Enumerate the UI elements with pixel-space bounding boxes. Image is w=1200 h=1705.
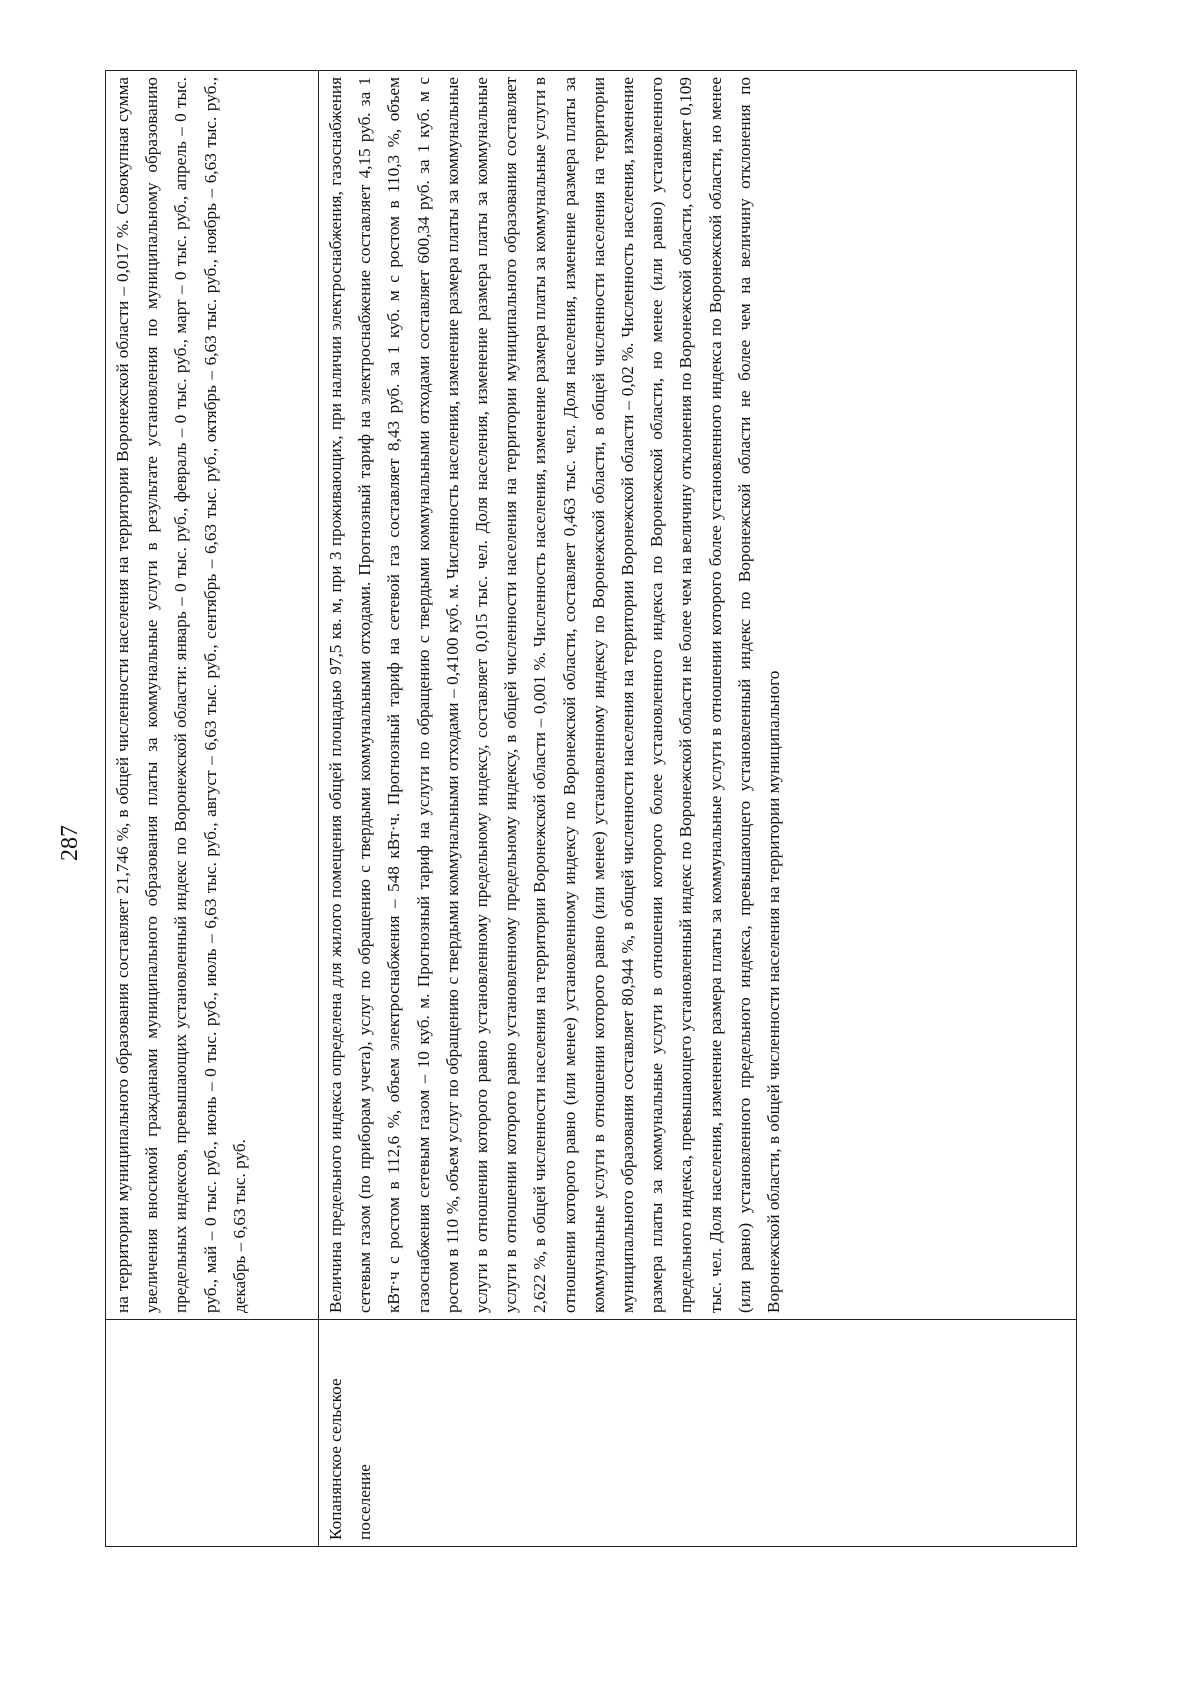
municipality-cell <box>319 1320 1077 1547</box>
municipality-cell <box>106 1320 319 1547</box>
indices-table <box>105 70 1077 1547</box>
municipality-name: Копанянское сельское поселение <box>326 1378 375 1540</box>
table-row <box>319 71 1077 1547</box>
description-text: на территории муниципального образования составляет 21,746 %, в общей численности населения на территории Воронежской области – 0,017 %. Совокупная сумма увеличения вносимой гражданами муниципального образования платы за коммунальные услуги в результате установления по муниципальному образованию предельных индексов, превышающих установленный индекс по Воронежской области: январь – 0 тыс. руб., февраль – 0 тыс. руб., март – 0 тыс. руб., апрель – 0 тыс. руб., май – 0 тыс. руб., июнь – 0 тыс. руб., июль – 6,63 тыс. руб., август – 6,63 тыс. руб., сентябрь – 6,63 тыс. руб., октябрь – 6,63 тыс. руб., ноябрь – 6,63 тыс. руб., декабрь – 6,63 тыс. руб. <box>113 77 249 1313</box>
table-row <box>106 71 319 1547</box>
rotated-table-frame <box>105 77 1080 1547</box>
description-text: Величина предельного индекса определена для жилого помещения общей площадью 97,5 кв. м, при 3 проживающих, при наличии электроснабжения, газоснабжения сетевым газом (по приборам учета), услуг по обращению с твердыми коммунальными отходами. Прогнозный тариф на электроснабжение составляет 4,15 руб. за 1 кВт·ч с ростом в 112,6 %, объем электроснабжения – 548 кВт·ч. Прогнозный тариф на сетевой газ составляет 8,43 руб. за 1 куб. м с ростом в 110,3 %, объем газоснабжения сетевым газом – 10 куб. м. Прогнозный тариф на услуги по обращению с твердыми коммунальными отходами составляет 600,34 руб. за 1 куб. м с ростом в 110 %, объем услуг по обращению с твердыми коммунальными отходами – 0,4100 куб. м. Численность населения, изменение размера платы за коммунальные услуги в отношении которого равно установленному предельному индексу, составляет 0,015 тыс. чел. Доля населения, изменение размера платы за коммунальные услуги в отношении которого равно установленному предельному индексу, в общей численности населения на территории муниципального образования составляет 2,622 %, в общей численности населения на территории Воронежской области – 0,001 %. Численность населения, изменение размера платы за коммунальные услуги в отношении которого равно (или менее) установленному индексу по Воронежской области, составляет 0,463 тыс. чел. Доля населения, изменение размера платы за коммунальные услуги в отношении которого равно (или менее) установленному индексу по Воронежской области, в общей численности населения на территории муниципального образования составляет 80,944 %, в общей численности населения на территории Воронежской области – 0,02 %. Численность населения, изменение размера платы за коммунальные услуги в отношении которого более установленного индекса по Воронежской области, но менее (или равно) установленного предельного индекса, превышающего установленный индекс по Воронежской области не более чем на величину отклонения по Воронежской области, составляет 0,109 тыс. чел. Доля населения, изменение размера платы за коммунальные услуги в отношении которого более установленного индекса по Воронежской области, но менее (или равно) установленного предельного индекса, превышающего установленный индекс по Воронежской области не более чем на величину отклонения по Воронежской области, в общей численности населения на территории муниципального <box>326 77 784 1313</box>
description-cell <box>319 71 1077 1320</box>
description-cell <box>106 71 319 1320</box>
page-number: 287 <box>57 825 83 861</box>
